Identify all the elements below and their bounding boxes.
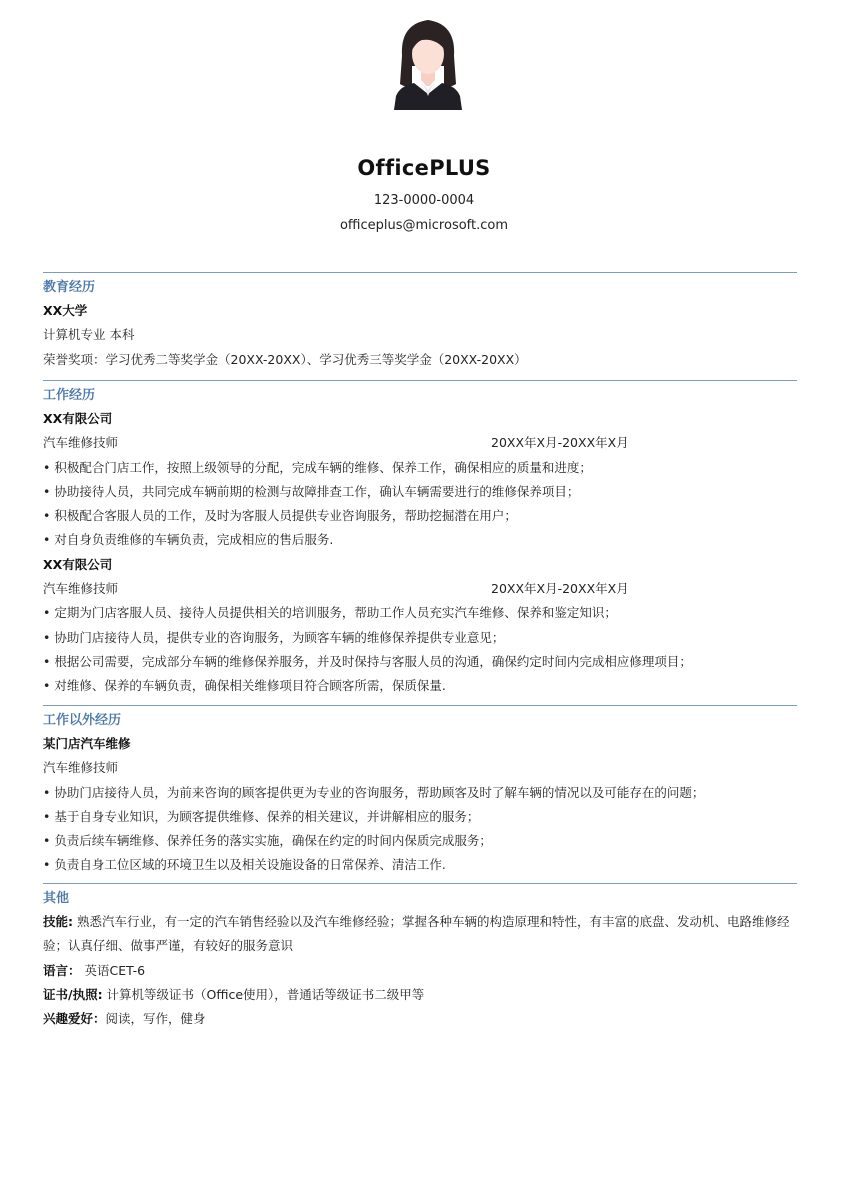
work-section — [43, 380, 797, 699]
list-item: • 积极配合门店工作，按照上级领导的分配，完成车辆的维修、保养工作，确保相应的质量和进度； — [43, 456, 797, 480]
language-label: 语言： — [43, 962, 81, 978]
section-title: 工作经历 — [43, 388, 96, 403]
section-title: 教育经历 — [43, 280, 96, 295]
certificate-text: 计算机等级证书（Office使用），普通话等级证书二级甲等 — [102, 986, 425, 1002]
school-name: XX大学 — [43, 303, 88, 318]
list-item: • 协助门店接待人员，提供专业的咨询服务，为顾客车辆的维修保养提供专业意见； — [43, 626, 797, 650]
job-row — [43, 577, 797, 601]
list-item: • 定期为门店客服人员、接待人员提供相关的培训服务，帮助工作人员充实汽车维修、保养和鉴定知识； — [43, 601, 797, 625]
email-address: officeplus@microsoft.com — [339, 218, 509, 233]
language-row — [43, 959, 797, 983]
list-item: • 基于自身专业知识，为顾客提供维修、保养的相关建议，并讲解相应的服务； — [43, 805, 797, 829]
education-section — [43, 272, 797, 372]
job-period: 20XX年X月-20XX年X月 — [491, 581, 629, 597]
section-title: 其他 — [43, 891, 70, 906]
section-divider — [43, 380, 797, 381]
other-section — [43, 883, 797, 1031]
section-divider — [43, 705, 797, 706]
skills-row — [43, 910, 797, 959]
major: 计算机专业 本科 — [43, 327, 135, 343]
language-text: 英语CET-6 — [80, 962, 146, 978]
candidate-name: OfficePLUS — [357, 156, 491, 180]
certificate-row — [43, 983, 797, 1007]
list-item: • 对维修、保养的车辆负责，确保相关维修项目符合顾客所需，保质保量. — [43, 674, 797, 698]
job-row — [43, 431, 797, 455]
list-item: • 积极配合客服人员的工作，及时为客服人员提供专业咨询服务，帮助挖掘潜在用户； — [43, 504, 797, 528]
list-item: • 对自身负责维修的车辆负责，完成相应的售后服务. — [43, 528, 797, 552]
certificate-label: 证书/执照: — [43, 986, 103, 1002]
list-item: • 根据公司需要，完成部分车辆的维修保养服务，并及时保持与客服人员的沟通，确保约定时间内完成相应修理项目； — [43, 650, 797, 674]
extra-experience-section — [43, 705, 797, 878]
job-period: 20XX年X月-20XX年X月 — [491, 435, 629, 451]
list-item: • 负责自身工位区域的环境卫生以及相关设施设备的日常保养、清洁工作. — [43, 853, 797, 877]
list-item: • 协助接待人员，共同完成车辆前期的检测与故障排查工作，确认车辆需要进行的维修保养项目； — [43, 480, 797, 504]
section-divider — [43, 272, 797, 273]
hobby-label: 兴趣爱好： — [43, 1011, 106, 1027]
hobby-row — [43, 1007, 797, 1031]
phone-number: 123-0000-0004 — [373, 193, 475, 208]
job-role: 汽车维修技师 — [43, 760, 119, 776]
skills-text: 熟悉汽车行业，有一定的汽车销售经验以及汽车维修经验；掌握各种车辆的构造原理和特性，有丰富的底盘、发动机、电路维修经验；认真仔细、做事严谨，有较好的服务意识 — [43, 914, 790, 954]
job-role: 汽车维修技师 — [43, 435, 119, 451]
list-item: • 负责后续车辆维修、保养任务的落实实施，确保在约定的时间内保质完成服务； — [43, 829, 797, 853]
company-name: XX有限公司 — [43, 411, 113, 426]
section-divider — [43, 883, 797, 884]
job-role: 汽车维修技师 — [43, 581, 119, 597]
company-name: XX有限公司 — [43, 556, 113, 572]
avatar — [392, 16, 464, 110]
section-title: 工作以外经历 — [43, 713, 122, 728]
hobby-text: 阅读，写作，健身 — [105, 1011, 206, 1027]
org-name: 某门店汽车维修 — [43, 736, 131, 751]
skills-label: 技能: — [43, 914, 73, 929]
list-item: • 协助门店接待人员，为前来咨询的顾客提供更为专业的咨询服务，帮助顾客及时了解车辆的情况以及可能存在的问题； — [43, 781, 797, 805]
honors: 荣誉奖项：学习优秀二等奖学金（20XX-20XX）、学习优秀三等奖学金（20XX-20XX） — [43, 351, 527, 367]
